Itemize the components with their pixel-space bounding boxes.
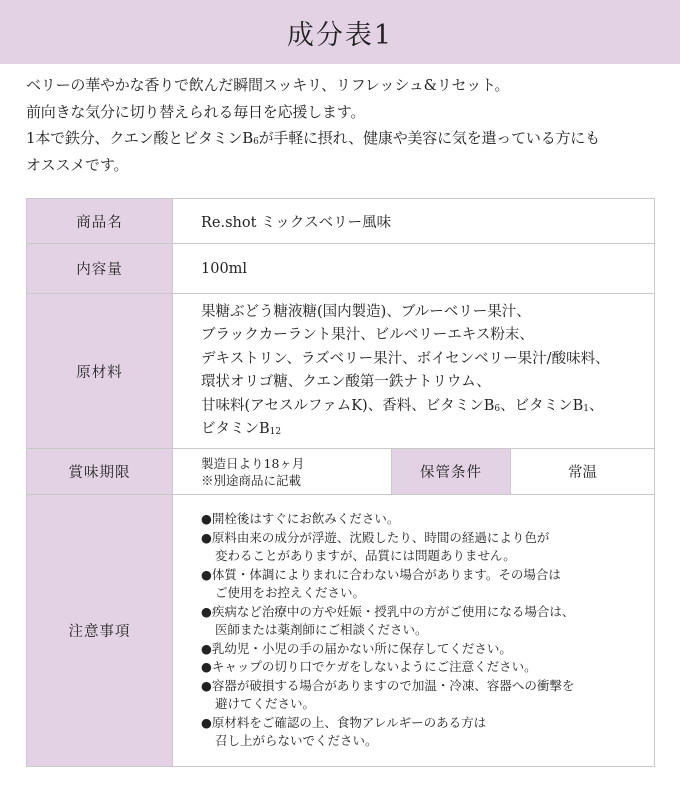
table-row-best-before — [27, 449, 655, 495]
ingredients-line: ブラックカーラント果汁、ビルベリーエキス粉末、 — [201, 327, 534, 343]
intro-line — [26, 125, 666, 152]
best-before-value — [173, 449, 392, 495]
table-row-notes — [27, 495, 655, 767]
volume-label: 内容量 — [27, 244, 173, 294]
note-line: 避けてください。 — [215, 696, 316, 712]
note-line: ●乳幼児・小児の手の届かない所に保存してください。 — [201, 640, 512, 656]
note-line: ●原料由来の成分が浮遊、沈殿したり、時間の経過により色が — [201, 529, 550, 545]
intro-text-part: 1本で鉄分、クエン酸とビタミンB — [26, 129, 254, 147]
note-line: ご使用をお控えください。 — [215, 585, 366, 601]
notes-label: 注意事項 — [27, 495, 173, 767]
table-row-ingredients — [27, 294, 655, 449]
intro-text — [26, 72, 666, 178]
ingredients-value — [173, 294, 655, 449]
ingredients-line — [201, 395, 654, 419]
note-line: 医師または薬剤師にご相談ください。 — [215, 622, 428, 638]
product-name-label: 商品名 — [27, 199, 173, 244]
note-line: 召し上がらないでください。 — [215, 733, 378, 749]
product-name-value: Re.shot ミックスベリー風味 — [173, 199, 655, 244]
ingredients-text-part: 、ビタミンB — [500, 397, 584, 414]
page-title: 成分表1 — [286, 19, 394, 51]
title-banner — [0, 0, 680, 64]
ingredients-line: 環状オリゴ糖、クエン酸第一鉄ナトリウム、 — [201, 374, 491, 390]
intro-line: 前向きな気分に切り替えられる毎日を応援します。 — [26, 102, 366, 121]
subscript: 6 — [494, 403, 501, 414]
storage-value: 常温 — [511, 449, 655, 495]
note-line: 変わることがありますが、品質には問題ありません。 — [215, 548, 516, 564]
best-before-label: 賞味期限 — [27, 449, 173, 495]
subscript: 12 — [269, 427, 282, 437]
ingredients-label: 原材料 — [27, 294, 173, 449]
notes-value — [173, 495, 655, 767]
intro-line: オススメです。 — [26, 155, 129, 174]
table-row-volume — [27, 244, 655, 294]
note-line: ●容器が破損する場合がありますので加温・冷凍、容器への衝撃を — [201, 677, 575, 693]
ingredient-table — [26, 198, 655, 767]
note-line: ●体質・体調によりまれに合わない場合があります。その場合は — [201, 566, 561, 582]
note-line: ●キャップの切り口でケガをしないようにご注意ください。 — [201, 659, 537, 675]
ingredients-text-part: 、 — [589, 397, 604, 414]
note-line: ●原材料をご確認の上、食物アレルギーのある方は — [201, 714, 487, 730]
note-line: ●疾病など治療中の方や妊娠・授乳中の方がご使用になる場合は、 — [201, 603, 575, 619]
intro-line: ベリーの華やかな香りで飲んだ瞬間スッキリ、リフレッシュ&リセット。 — [26, 76, 510, 94]
best-before-line: 製造日より18ヶ月 — [201, 455, 305, 471]
ingredients-text-part: 甘味料(アセスルファムK)、香料、ビタミンB — [201, 397, 495, 414]
ingredients-line: 果糖ぶどう糖液糖(国内製造)、ブルーベリー果汁、 — [201, 303, 531, 320]
volume-value: 100ml — [173, 244, 655, 294]
subscript: 6 — [253, 137, 259, 147]
ingredients-line — [201, 418, 654, 442]
intro-text-part: が手軽に摂れ、健康や美容に気を遣っている方にも — [258, 129, 600, 147]
table-row-product-name — [27, 199, 655, 244]
storage-label: 保管条件 — [392, 449, 511, 495]
ingredients-line: デキストリン、ラズベリー果汁、ボイセンベリー果汁/酸味料、 — [201, 350, 610, 367]
subscript: 1 — [583, 403, 589, 414]
note-line: ●開栓後はすぐにお飲みください。 — [201, 511, 400, 527]
ingredients-text-part: ビタミンB — [201, 421, 270, 437]
best-before-line: ※別途商品に記載 — [201, 472, 302, 488]
